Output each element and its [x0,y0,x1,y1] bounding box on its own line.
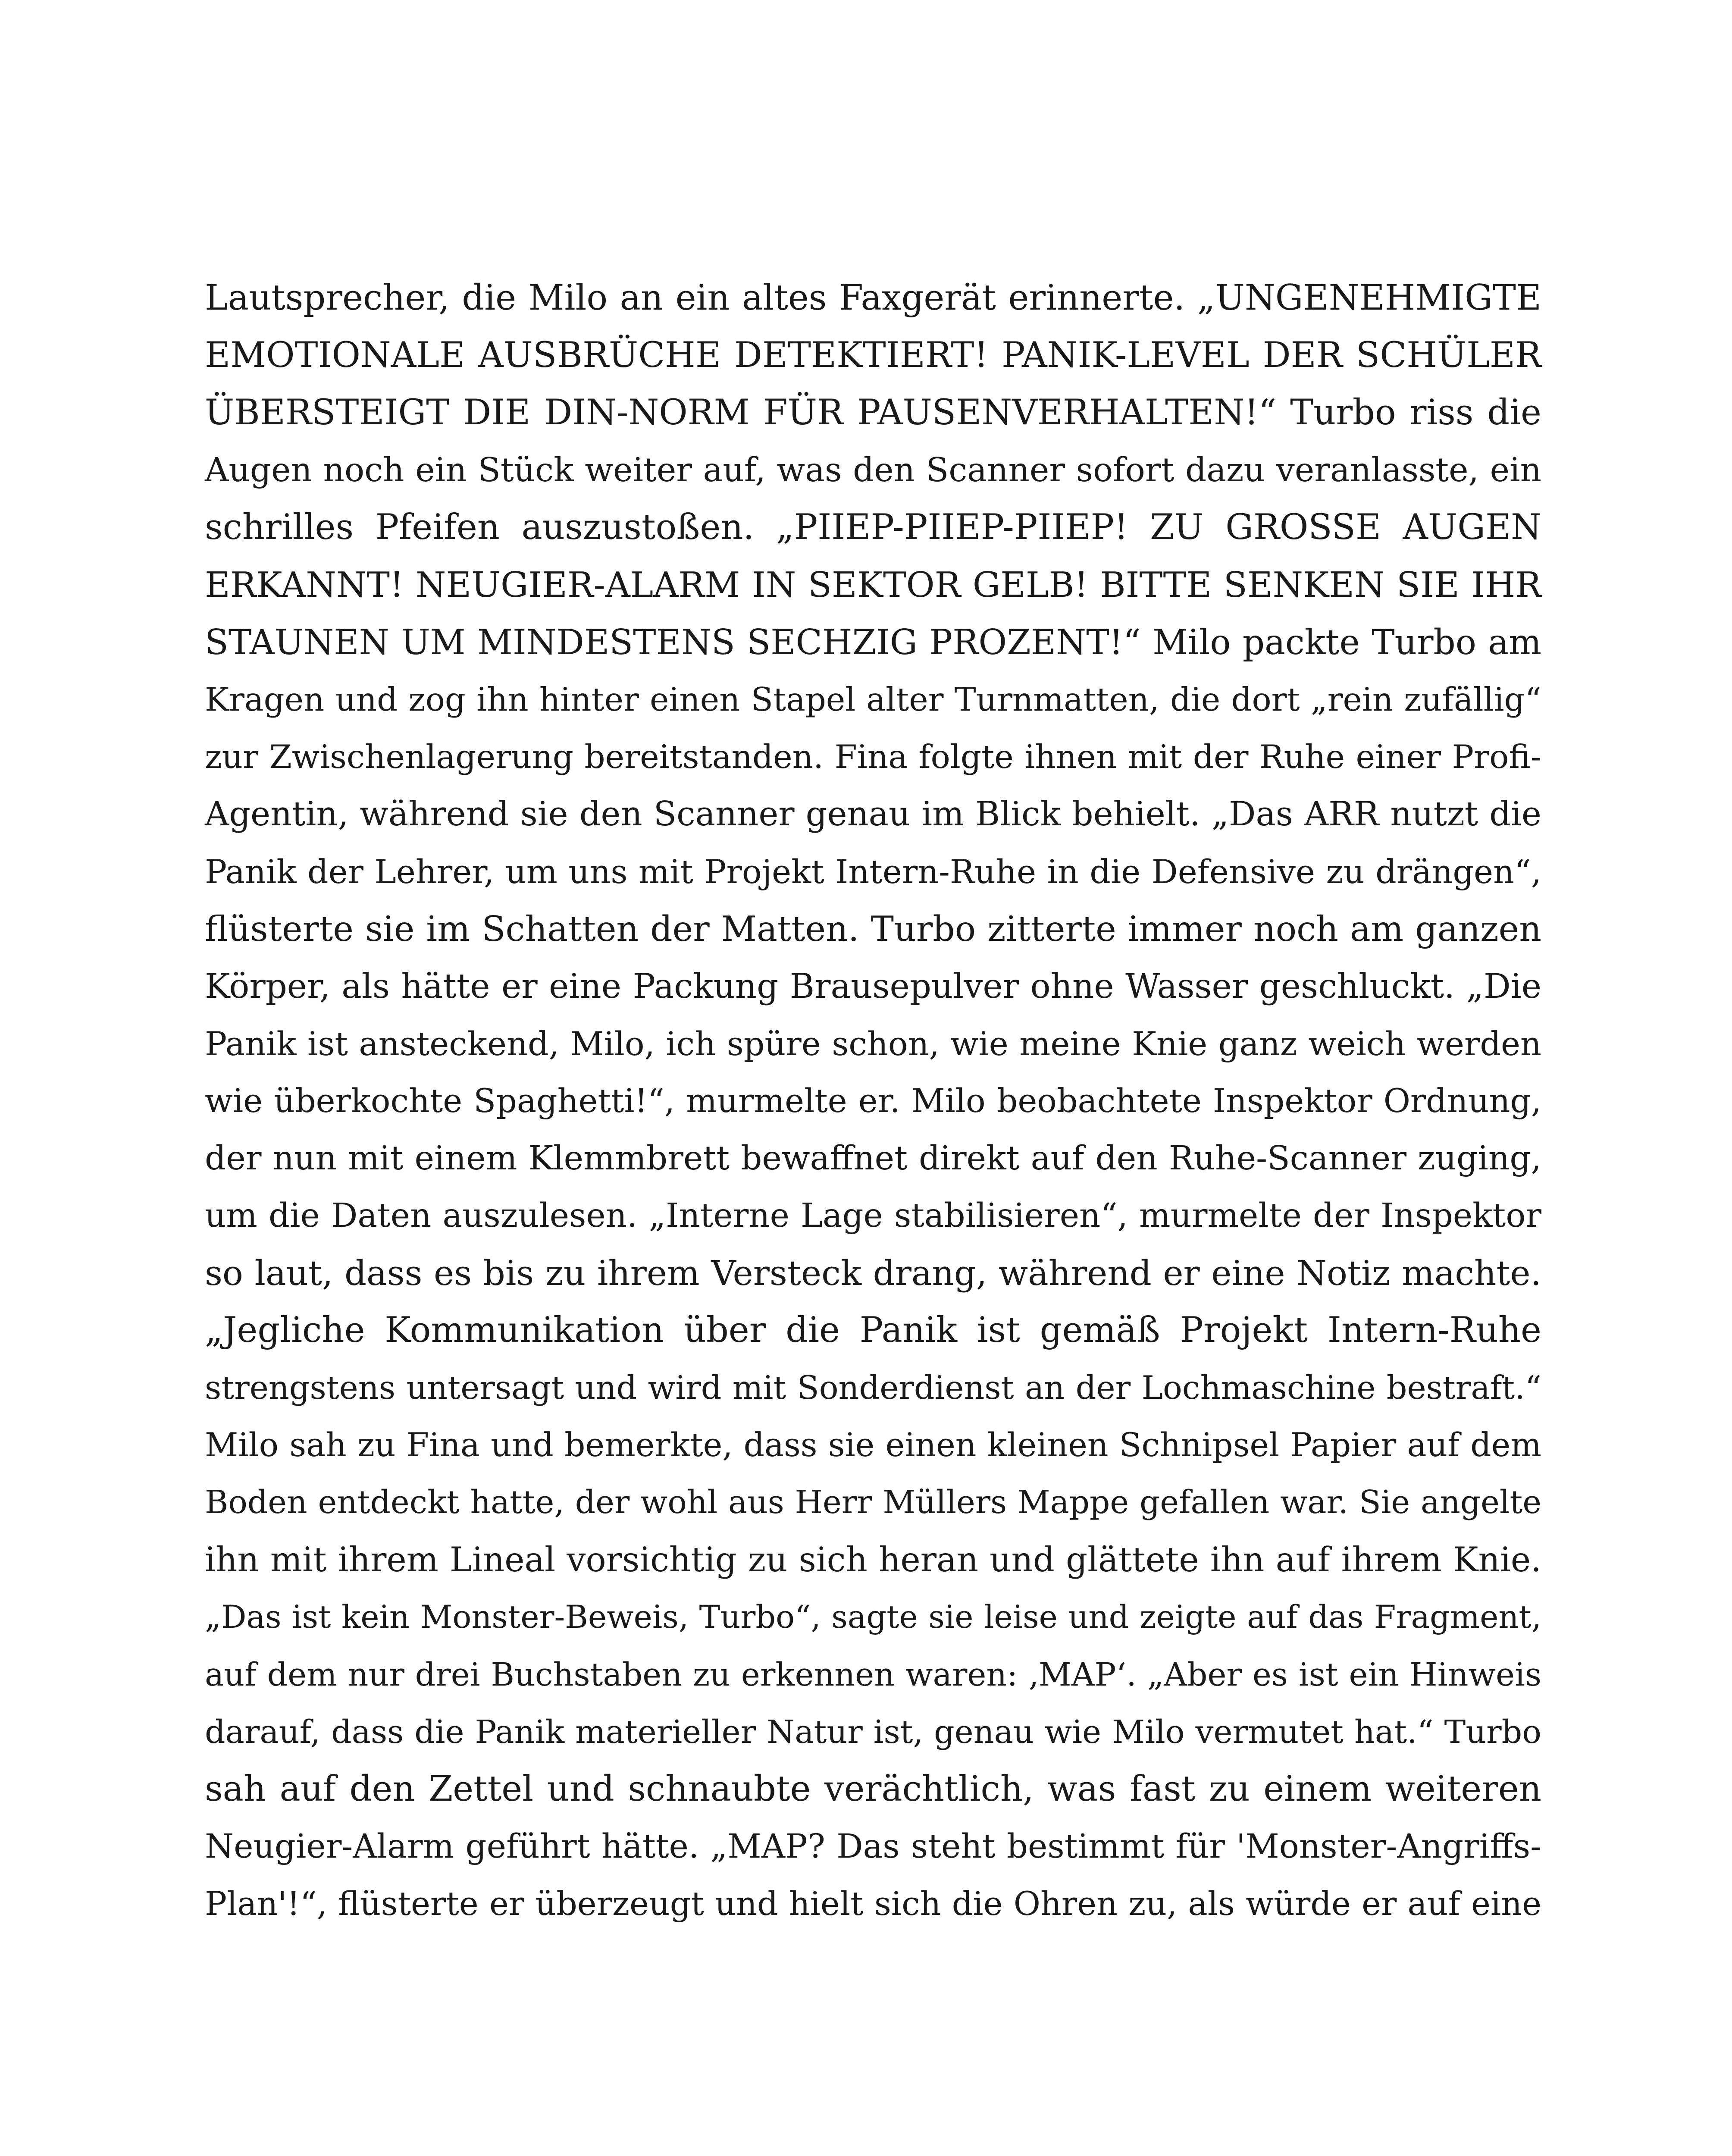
text-line: ERKANNT! NEUGIER-ALARM IN SEKTOR GELB! BITTE SENKEN SIE IHR [205,564,1541,605]
text-line: STAUNEN UM MINDESTENS SECHZIG PROZENT!“ Milo packte Turbo am [205,622,1541,662]
text-line: ihn mit ihrem Lineal vorsichtig zu sich heran und glättete ihn auf ihrem Knie. [205,1540,1541,1579]
text-line: ÜBERSTEIGT DIE DIN-NORM FÜR PAUSENVERHALTEN!“ Turbo riss die [205,392,1541,433]
text-line: auf dem nur drei Buchstaben zu erkennen waren: ‚MAP‘. „Aber es ist ein Hinweis [205,1656,1541,1693]
text-line: der nun mit einem Klemmbrett bewaffnet direkt auf den Ruhe-Scanner zuging, [205,1139,1541,1178]
text-line: Boden entdeckt hatte, der wohl aus Herr Müllers Mappe gefallen war. Sie angelte [205,1484,1541,1521]
text-line: wie überkochte Spaghetti!“, murmelte er. Milo beobachtete Inspektor Ordnung, [205,1082,1541,1120]
text-line: Neugier-Alarm geführt hätte. „MAP? Das steht bestimmt für 'Monster-Angriffs- [205,1827,1541,1866]
text-line: um die Daten auszulesen. „Interne Lage stabilisieren“, murmelte der Inspektor [205,1197,1541,1235]
text-line: schrilles Pfeifen auszustoßen. „PIIEP-PIIEP-PIIEP! ZU GROSSE AUGEN [205,507,1541,548]
text-line: „Das ist kein Monster-Beweis, Turbo“, sagte sie leise und zeigte auf das Fragment, [205,1599,1541,1636]
text-line: Panik ist ansteckend, Milo, ich spüre schon, wie meine Knie ganz weich werden [205,1025,1541,1063]
text-line: Lautsprecher, die Milo an ein altes Faxgerät erinnerte. „UNGENEHMIGTE [205,278,1541,318]
text-line: darauf, dass die Panik materieller Natur ist, genau wie Milo vermutet hat.“ Turbo [205,1713,1541,1751]
text-line: zur Zwischenlagerung bereitstanden. Fina folgte ihnen mit der Ruhe einer Profi- [205,738,1541,776]
text-line: sah auf den Zettel und schnaubte verächtlich, was fast zu einem weiteren [205,1769,1541,1809]
text-line: so laut, dass es bis zu ihrem Versteck drang, während er eine Notiz machte. [205,1253,1541,1293]
text-line: Agentin, während sie den Scanner genau im Blick behielt. „Das ARR nutzt die [205,795,1541,834]
text-line: Panik der Lehrer, um uns mit Projekt Intern-Ruhe in die Defensive zu drängen“, [205,852,1541,891]
text-line: Plan'!“, flüsterte er überzeugt und hielt sich die Ohren zu, als würde er auf eine [205,1885,1541,1923]
text-line: flüsterte sie im Schatten der Matten. Turbo zitterte immer noch am ganzen [205,909,1541,949]
text-line: strengstens untersagt und wird mit Sonderdienst an der Lochmaschine bestraft.“ [205,1369,1541,1407]
text-line: Kragen und zog ihn hinter einen Stapel alter Turnmatten, die dort „rein zufällig“ [205,680,1541,718]
text-line: „Jegliche Kommunikation über die Panik ist gemäß Projekt Intern-Ruhe [205,1310,1541,1351]
text-line: Körper, als hätte er eine Packung Brausepulver ohne Wasser geschluckt. „Die [205,967,1541,1006]
body-text [205,270,1541,1933]
text-line: EMOTIONALE AUSBRÜCHE DETEKTIERT! PANIK-LEVEL DER SCHÜLER [205,335,1541,376]
text-line: Augen noch ein Stück weiter auf, was den Scanner sofort dazu veranlasste, ein [205,451,1541,489]
text-line: Milo sah zu Fina und bemerkte, dass sie einen kleinen Schnipsel Papier auf dem [205,1426,1541,1464]
